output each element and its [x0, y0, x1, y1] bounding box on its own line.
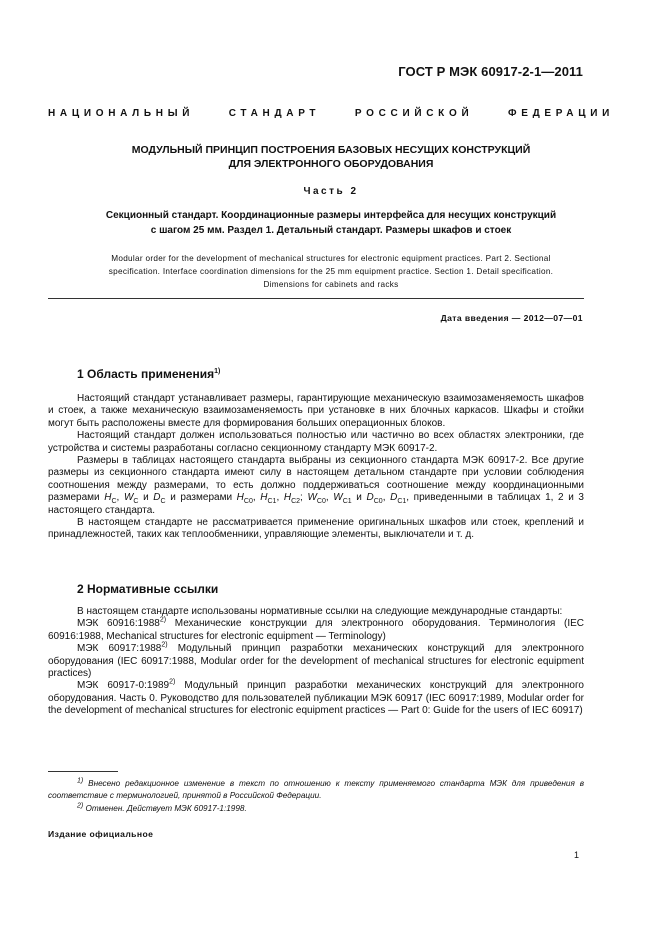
section-references-body [48, 606, 584, 718]
national-standard-banner [48, 108, 614, 119]
banner-word: СТАНДАРТ [228, 108, 321, 119]
reference-item: МЭК 60917:1988$^{2)}$ Модульный принцип разработки механических конструкций для электронного оборудования (IEC 60917:1988, Modular order for the development of mechanical structures for electronic equipment practices) [48, 641, 584, 680]
document-title [48, 143, 614, 171]
banner-word: РОССИЙСКОЙ [354, 108, 474, 119]
part-label: Часть 2 [303, 186, 359, 197]
section-heading-references: 2 Нормативные ссылки [77, 582, 219, 596]
edition-label: Издание официальное [48, 829, 154, 839]
footnote-ref: 1) [214, 368, 221, 375]
paragraph: В настоящем стандарте использованы нормативные ссылки на следующие международные стандарты: [77, 606, 563, 617]
header-divider [48, 298, 584, 299]
section-heading-scope: 1 Область применения$^{1)}$ [77, 367, 221, 381]
subtitle-line: Секционный стандарт. Координационные размеры интерфейса для несущих конструкций [105, 210, 557, 221]
document-subtitle [48, 209, 614, 238]
title-line: МОДУЛЬНЫЙ ПРИНЦИП ПОСТРОЕНИЯ БАЗОВЫХ НЕСУЩИХ КОНСТРУКЦИЙ [131, 144, 531, 156]
introduction-date: Дата введения — 2012—07—01 [440, 313, 583, 323]
paragraph: Размеры в таблицах настоящего стандарта выбраны из секционного стандарта МЭК 60917-2. Все другие размеры из секционного стандарта имеют силу в настоящем детальном стандарте при условии соблюдения соотношения между размерами, то есть должно поддерживаться соотношение между координационными размерами $H_C$, $W_C$ и $D_C$ и размерами $H_{C0}$, $H_{C1}$, $H_{C2}$; $W_{C0}$, $W_{C1}$ и $D_{C0}$, $D_{C1}$, приведенными в таблицах 1, 2 и 3 настоящего стандарта. [48, 455, 584, 516]
paragraph: Настоящий стандарт должен использоваться полностью или частично во всех областях электроники, где устройства и системы разработаны согласно секционному стандарту МЭК 60917-2. [48, 430, 584, 454]
english-title-line: specification. Interface coordination dimensions for the 25 mm equipment practice. Section 1. Detail specification. [108, 267, 554, 276]
footnote-divider [48, 771, 118, 772]
page-number: 1 [574, 850, 580, 860]
title-line: ДЛЯ ЭЛЕКТРОННОГО ОБОРУДОВАНИЯ [228, 158, 434, 170]
section-scope-body [48, 393, 584, 542]
english-title-line: Modular order for the development of mechanical structures for electronic equipment practices. Part 2. Sectional [111, 254, 551, 263]
footnote-2: $^{2)}$ Отменен. Действует МЭК 60917-1:1998. [77, 802, 247, 813]
banner-word: ФЕДЕРАЦИИ [508, 108, 614, 119]
footnote-1: $^{1)}$ Внесено редакционное изменение в текст по отношению к тексту применяемого стандарта МЭК для приведения в соответствие с терминологией, принятой в Российской Федерации. [48, 777, 584, 800]
document-code: ГОСТ Р МЭК 60917-2-1—2011 [398, 64, 583, 79]
paragraph: В настоящем стандарте не рассматривается применение оригинальных шкафов или стоек, креплений и принадлежностей, таких как теплообменники, управляющие элементы, выключатели и т. д. [48, 517, 584, 541]
banner-word: НАЦИОНАЛЬНЫЙ [48, 108, 195, 119]
paragraph: Настоящий стандарт устанавливает размеры, гарантирующие механическую взаимозаменяемость шкафов и стоек, а также механическую взаимозаменяемость при установке в них блочных каркасов. Шкафы и стойки могут быть расположены вместе для формирования больших операционных блоков. [48, 393, 584, 429]
english-title-line: Dimensions for cabinets and racks [263, 280, 399, 289]
subtitle-line: с шагом 25 мм. Раздел 1. Детальный стандарт. Размеры шкафов и стоек [150, 224, 512, 236]
reference-item: МЭК 60916:1988$^{2)}$ Механические конструкции для электронного оборудования. Терминология (IEC 60916:1988, Mechanical structures for electronic equipment — Terminology) [48, 617, 584, 642]
english-title [48, 252, 614, 291]
reference-item: МЭК 60917-0:1989$^{2)}$ Модульный принцип разработки механических конструкций для электронного оборудования. Часть 0. Руководство для пользователей публикации МЭК 60917 (IEC 60917:1989, Modular order for the development of mechanical structures for electronic equipment practices — Part 0: Guide for the users of IEC 60917) [48, 679, 584, 717]
